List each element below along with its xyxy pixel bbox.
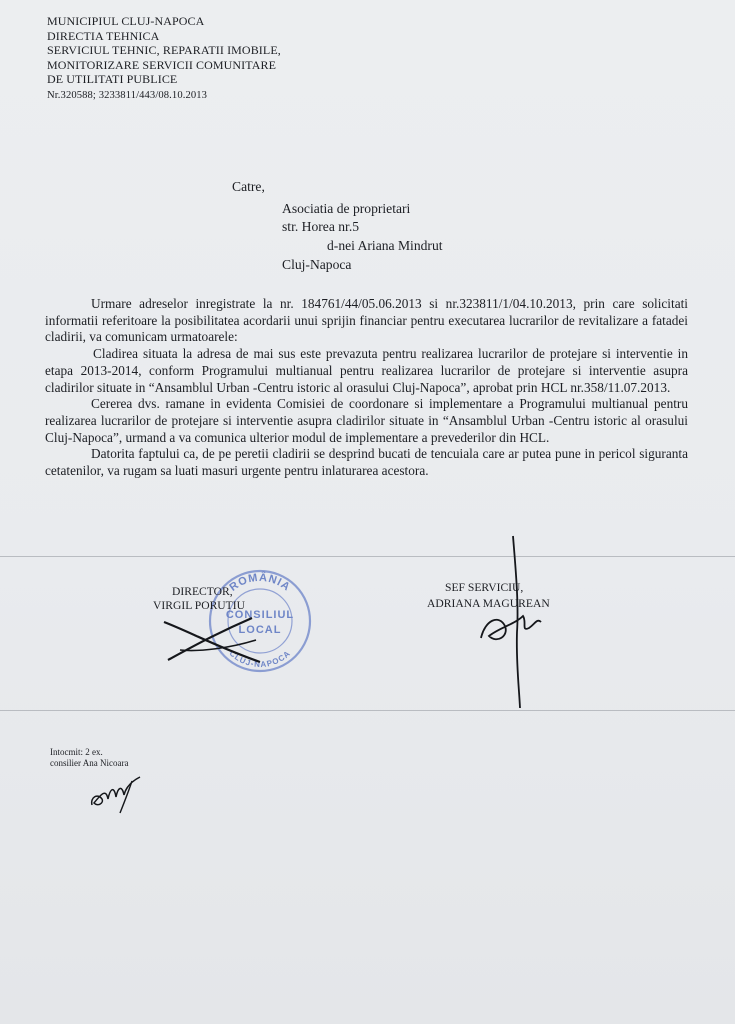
stamp-line-local: LOCAL bbox=[238, 624, 282, 636]
footer-notes bbox=[50, 747, 128, 769]
body-paragraph-program: Cladirea situata la adresa de mai sus este prevazuta pentru realizarea lucrarilor de protejare si interventie in etapa 2013-2014, conform Programului multianual pentru realizarea lucrarilor de protejare si interventie asupra cladirilor situate in “Ansamblul Urban -Centru istoric al orasului Cluj-Napoca”, aprobat prin HCL nr.358/11.07.2013. bbox=[45, 346, 688, 395]
stamp-bottom-text: CLUJ-NAPOCA bbox=[227, 648, 293, 670]
director-signature-icon bbox=[160, 612, 270, 667]
author-note: consilier Ana Nicoara bbox=[50, 758, 129, 768]
stamp-top-text: ROMÂNIA bbox=[227, 571, 293, 594]
recipient-person: d-nei Ariana Mindrut bbox=[327, 238, 443, 253]
recipient-street: str. Horea nr.5 bbox=[282, 219, 360, 234]
registration-number: Nr.320588; 3233811/443/08.10.2013 bbox=[47, 89, 208, 101]
header-line-utilities: DE UTILITATI PUBLICE bbox=[47, 72, 178, 87]
salutation: Catre, bbox=[232, 179, 265, 194]
issuer-header bbox=[47, 14, 281, 104]
header-line-municipality: MUNICIPIUL CLUJ-NAPOCA bbox=[47, 14, 205, 28]
stamp-line-council: CONSILIUL bbox=[225, 609, 295, 621]
signatory-left-title: DIRECTOR, bbox=[172, 585, 233, 598]
header-line-service: SERVICIUL TEHNIC, REPARATII IMOBILE, bbox=[47, 43, 281, 58]
body-paragraph-request: Urmare adreselor inregistrate la nr. 184761/44/05.06.2013 si nr.323811/1/04.10.2013, prin care solicitati informatii referitoare la posibilitatea acordarii unui sprijin financiar pentru executarea lucrarilor de revitalizare a fatadei cladirii, va comunicam urmatoarele: bbox=[45, 296, 688, 345]
signatory-left-name: VIRGIL PORUTIU bbox=[153, 599, 245, 612]
paper-fold-line bbox=[0, 556, 735, 557]
body-paragraph-warning: Datorita faptului ca, de pe peretii cladirii se desprind bucati de tencuiala care ar putea pune in pericol siguranta cetatenilor, va rugam sa luati masuri urgente pentru inlaturarea acestora. bbox=[45, 446, 688, 479]
body-paragraph-commission: Cererea dvs. ramane in evidenta Comisiei de coordonare si implementare a Programului multianual pentru realizarea lucrarilor de protejare si interventie asupra cladirilor situate in “Ansamblul Urban -Centru istoric al orasului Cluj-Napoca”, urmand a va comunica ulterior modul de implementare a prevederilor din HCL. bbox=[45, 396, 688, 445]
recipient-city: Cluj-Napoca bbox=[282, 257, 352, 272]
paper-fold-line-lower bbox=[0, 710, 735, 711]
signatory-right-name: ADRIANA MAGUREAN bbox=[427, 597, 550, 610]
copies-note: Intocmit: 2 ex. bbox=[50, 747, 103, 757]
chief-signature-icon bbox=[475, 532, 545, 712]
signatory-right-title: SEF SERVICIU, bbox=[445, 581, 524, 594]
recipient-association: Asociatia de proprietari bbox=[282, 201, 411, 216]
author-initials-icon bbox=[88, 775, 143, 815]
letter-body bbox=[45, 296, 688, 480]
header-line-directorate: DIRECTIA TEHNICA bbox=[47, 28, 160, 43]
header-line-monitoring: MONITORIZARE SERVICII COMUNITARE bbox=[47, 57, 277, 72]
